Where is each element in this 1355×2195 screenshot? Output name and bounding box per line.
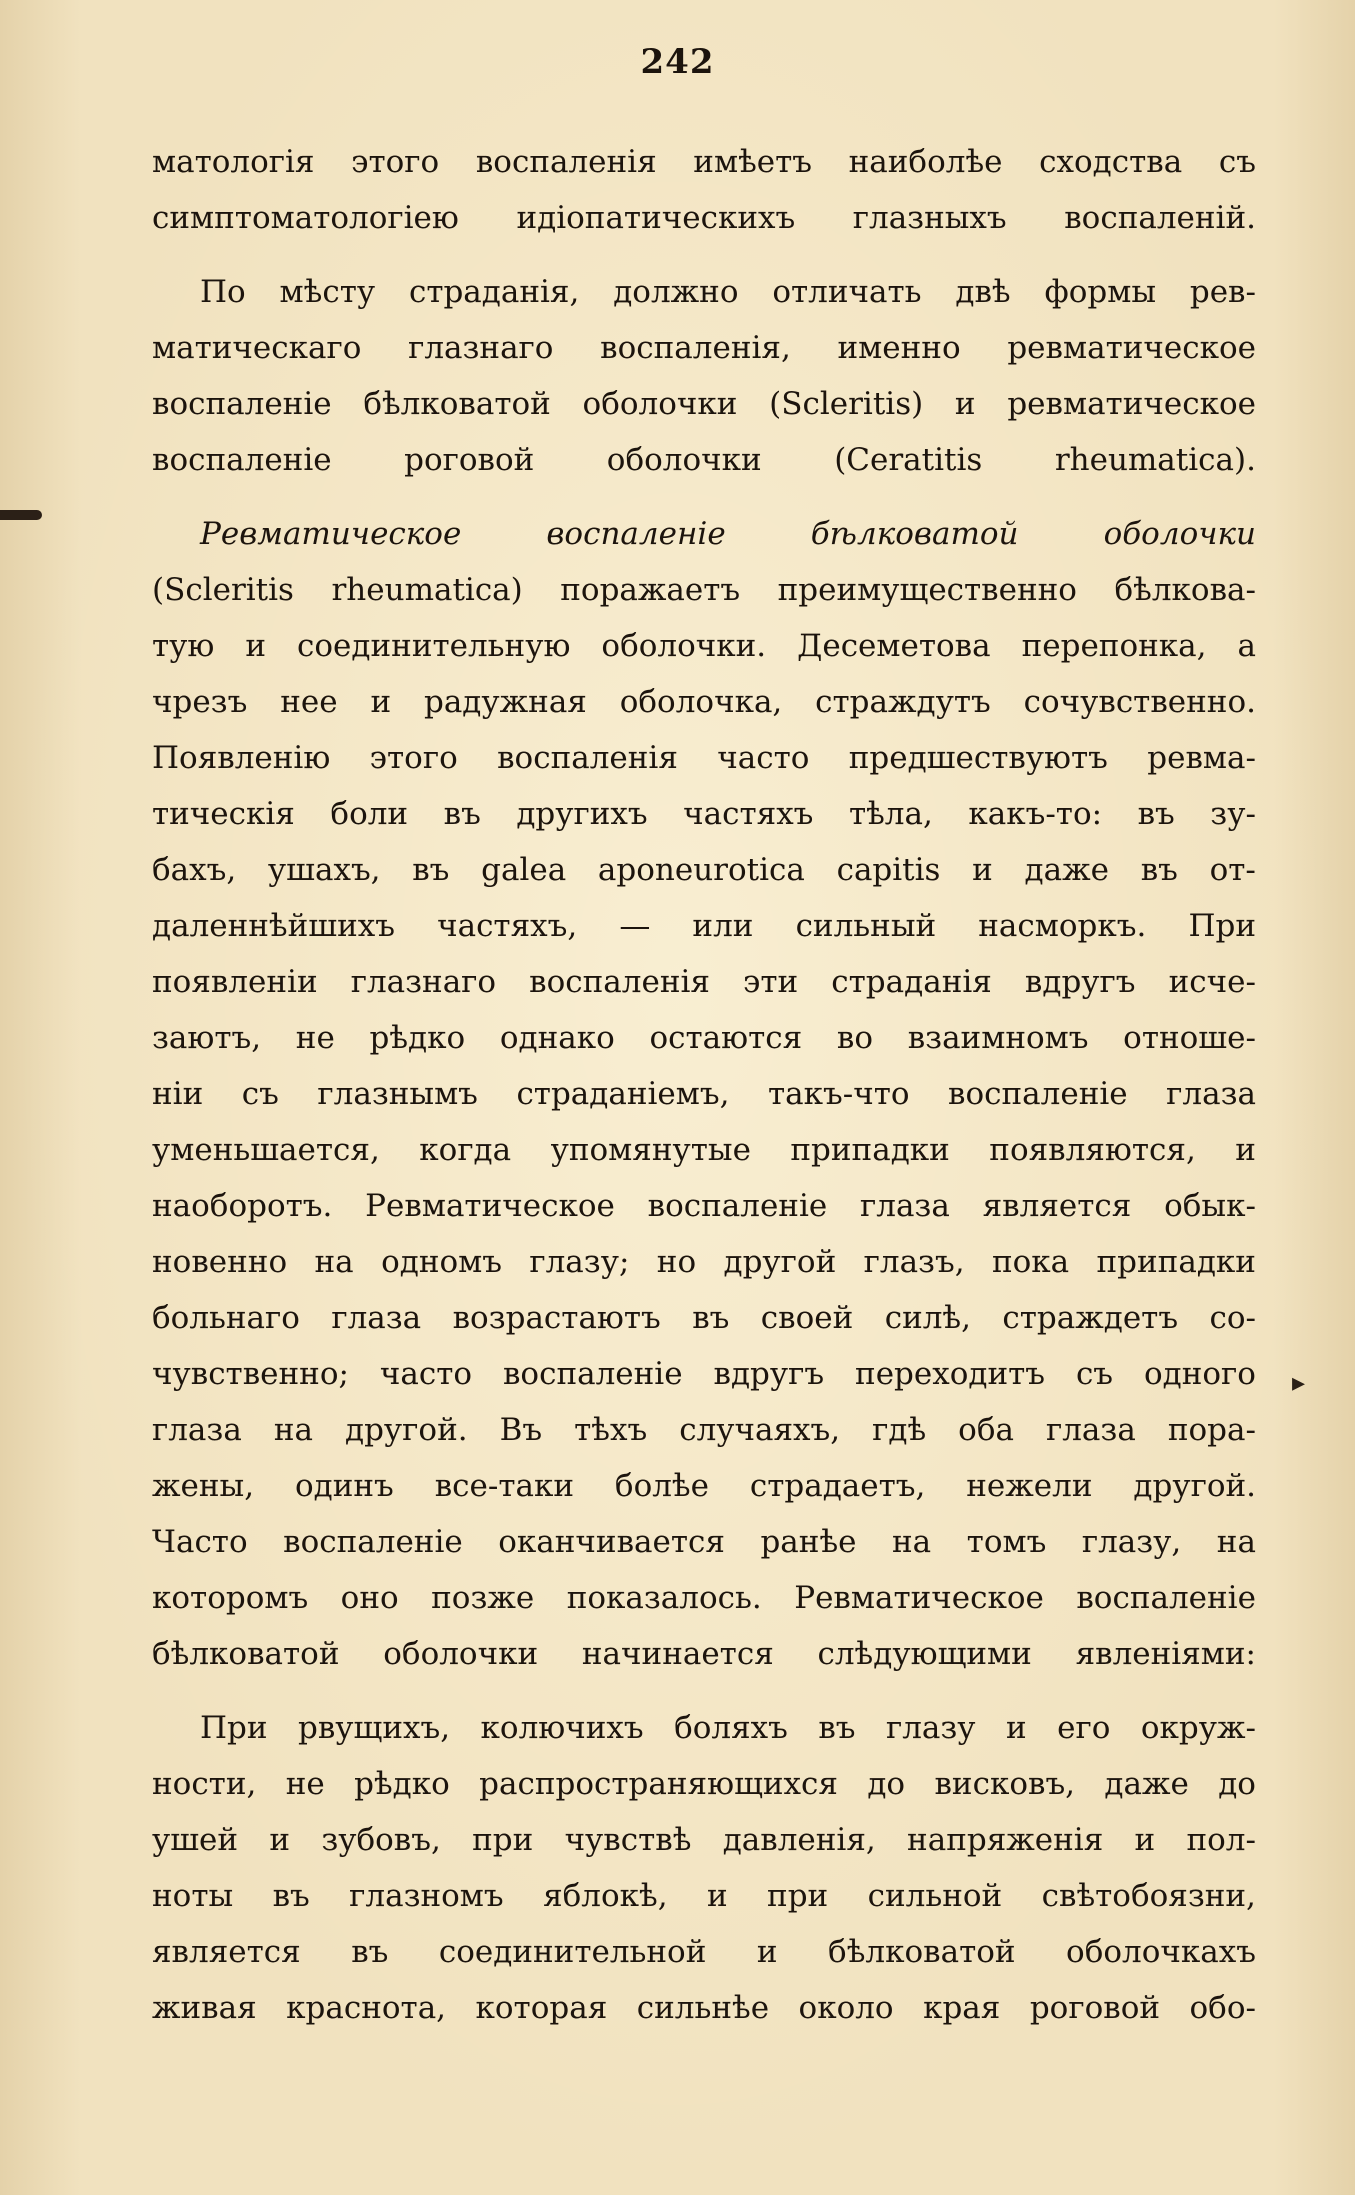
- word: бѣлковатой: [828, 1934, 1016, 1970]
- word: на: [273, 1412, 313, 1448]
- page-number: 242: [640, 42, 715, 82]
- word: и: [1134, 1822, 1156, 1858]
- word: висковъ,: [934, 1766, 1076, 1802]
- word: преимущественно: [777, 572, 1077, 608]
- word: страждутъ: [815, 684, 991, 720]
- word: не: [295, 1020, 335, 1056]
- word: другихъ: [516, 796, 648, 832]
- word: съ: [241, 1076, 279, 1112]
- word: galea: [481, 852, 567, 888]
- word: которомъ: [152, 1580, 309, 1616]
- word: слѣдующими: [817, 1636, 1032, 1672]
- word: обо-: [1189, 1990, 1256, 2026]
- text-line: [152, 264, 1256, 320]
- word: яблокѣ,: [543, 1878, 668, 1914]
- word: оболочки: [582, 386, 738, 422]
- word: этого: [369, 740, 458, 776]
- word: глазъ,: [863, 1244, 965, 1280]
- word: явленіями:: [1075, 1636, 1256, 1672]
- word: однако: [499, 1020, 615, 1056]
- word: оно: [340, 1580, 399, 1616]
- word: идіопатическихъ: [516, 200, 796, 236]
- word: отличать: [772, 274, 922, 310]
- word: Ревматическое: [200, 516, 462, 552]
- word: отноше-: [1123, 1020, 1256, 1056]
- word: Въ: [499, 1412, 543, 1448]
- word: появляются,: [989, 1132, 1196, 1168]
- word: воспаленіе: [283, 1524, 463, 1560]
- text-line: [152, 842, 1256, 898]
- word: нежели: [966, 1468, 1093, 1504]
- word: глаза: [1166, 1076, 1256, 1112]
- word: рѣдко: [369, 1020, 466, 1056]
- word: съ: [1075, 1356, 1114, 1392]
- word: воспаленіе: [948, 1076, 1128, 1112]
- word: сильный: [795, 908, 937, 944]
- word: не: [285, 1766, 325, 1802]
- word: при: [767, 1878, 829, 1914]
- margin-mark-right: ▸: [1292, 1368, 1306, 1398]
- paragraph-gap: [152, 246, 1256, 264]
- word: (Ceratitis: [834, 442, 983, 478]
- word: матологія: [152, 144, 315, 180]
- word: бѣлковатой: [810, 516, 1019, 552]
- text-line: [152, 432, 1256, 488]
- word: воспаленіе: [1076, 1580, 1256, 1616]
- word: радужная: [423, 684, 587, 720]
- word: его: [1057, 1710, 1111, 1746]
- word: начинается: [581, 1636, 774, 1672]
- text-line: [152, 1458, 1256, 1514]
- word: оба: [958, 1412, 1014, 1448]
- word: и: [370, 684, 392, 720]
- word: глазу;: [529, 1244, 630, 1280]
- word: мѣсту: [279, 274, 376, 310]
- word: имѣетъ: [693, 144, 812, 180]
- word: возрастаютъ: [452, 1300, 661, 1336]
- word: часто: [379, 1356, 473, 1392]
- word: ноты: [152, 1878, 234, 1914]
- word: rheumatica): [331, 572, 523, 608]
- text-line: [152, 1514, 1256, 1570]
- word: (Scleritis): [769, 386, 924, 422]
- word: воспаленіе: [152, 386, 332, 422]
- word: въ: [692, 1300, 730, 1336]
- word: воспаленіе: [546, 516, 726, 552]
- word: Ревматическое: [794, 1580, 1044, 1616]
- word: и: [1235, 1132, 1256, 1168]
- text-line: [152, 562, 1256, 618]
- text-line: [152, 1066, 1256, 1122]
- text-line: [152, 1570, 1256, 1626]
- word: одинъ: [294, 1468, 394, 1504]
- word: живая: [152, 1990, 257, 2026]
- word: на: [314, 1244, 354, 1280]
- word: глазномъ: [349, 1878, 504, 1914]
- text-line: [152, 618, 1256, 674]
- word: ревматическое: [1007, 386, 1256, 422]
- text-line: [152, 730, 1256, 786]
- word: даже: [1024, 852, 1109, 888]
- word: бѣлковатой: [363, 386, 551, 422]
- word: показалось.: [566, 1580, 762, 1616]
- word: взаимномъ: [907, 1020, 1089, 1056]
- paragraph-gap: [152, 488, 1256, 506]
- word: другой.: [345, 1412, 468, 1448]
- text-line: [152, 1812, 1256, 1868]
- word: пока: [991, 1244, 1070, 1280]
- word: ревма-: [1147, 740, 1256, 776]
- text-line: [152, 506, 1256, 562]
- word: случаяхъ,: [679, 1412, 841, 1448]
- word: наоборотъ.: [152, 1188, 333, 1224]
- word: —: [619, 908, 651, 944]
- text-line: [152, 320, 1256, 376]
- word: сильнѣе: [636, 1990, 770, 2026]
- word: даже: [1104, 1766, 1189, 1802]
- word: вдругъ: [1024, 964, 1136, 1000]
- text-line: [152, 1868, 1256, 1924]
- text-line: [152, 1402, 1256, 1458]
- word: болѣе: [614, 1468, 709, 1504]
- word: capitis: [836, 852, 941, 888]
- word: распространяющихся: [479, 1766, 838, 1802]
- word: эти: [743, 964, 799, 1000]
- word: воспаленій.: [1064, 200, 1256, 236]
- word: чрезъ: [152, 684, 248, 720]
- word: тѣла,: [848, 796, 933, 832]
- text-line: [152, 1290, 1256, 1346]
- word: до: [1218, 1766, 1256, 1802]
- word: но: [656, 1244, 697, 1280]
- word: окруж-: [1140, 1710, 1256, 1746]
- word: позже: [431, 1580, 535, 1616]
- word: aponeurotica: [597, 852, 805, 888]
- text-line: [152, 1980, 1256, 2036]
- text-line: [152, 190, 1256, 246]
- word: припадки: [790, 1132, 950, 1168]
- word: въ: [818, 1710, 856, 1746]
- word: края: [923, 1990, 1001, 2026]
- word: со-: [1209, 1300, 1256, 1336]
- text-line: [152, 376, 1256, 432]
- word: страданія: [831, 964, 992, 1000]
- word: тѣхъ: [574, 1412, 648, 1448]
- word: глазныхъ: [852, 200, 1007, 236]
- word: воспаленія: [475, 144, 657, 180]
- text-line: [152, 898, 1256, 954]
- margin-mark-left: [0, 510, 42, 520]
- word: поражаетъ: [560, 572, 741, 608]
- word: и: [954, 386, 976, 422]
- word: сходства: [1039, 144, 1183, 180]
- word: По: [200, 274, 246, 310]
- word: во: [836, 1020, 874, 1056]
- word: съ: [1218, 144, 1256, 180]
- word: какъ-то:: [968, 796, 1103, 832]
- word: и: [269, 1822, 291, 1858]
- word: наиболѣе: [848, 144, 1003, 180]
- word: формы: [1044, 274, 1157, 310]
- text-line: [152, 1700, 1256, 1756]
- word: глазнаго: [350, 964, 497, 1000]
- word: зубовъ,: [321, 1822, 441, 1858]
- word: все-таки: [434, 1468, 574, 1504]
- word: такъ-что: [768, 1076, 910, 1112]
- word: и: [756, 1934, 778, 1970]
- word: пол-: [1186, 1822, 1256, 1858]
- word: часто: [717, 740, 810, 776]
- word: оболочки: [606, 442, 762, 478]
- word: появленіи: [152, 964, 318, 1000]
- word: въ: [1137, 796, 1175, 832]
- word: тую: [152, 628, 215, 664]
- text-line: [152, 1346, 1256, 1402]
- text-line: [152, 786, 1256, 842]
- text-line: [152, 1234, 1256, 1290]
- word: ушей: [152, 1822, 239, 1858]
- word: ности,: [152, 1766, 257, 1802]
- word: этого: [351, 144, 440, 180]
- word: на: [1216, 1524, 1256, 1560]
- word: силѣ,: [884, 1300, 971, 1336]
- text-line: [152, 674, 1256, 730]
- word: напряженія: [907, 1822, 1104, 1858]
- word: насморкъ.: [978, 908, 1147, 944]
- text-line: [152, 1924, 1256, 1980]
- word: перепонка,: [1021, 628, 1207, 664]
- word: заютъ,: [152, 1020, 262, 1056]
- word: до: [867, 1766, 906, 1802]
- word: является: [982, 1188, 1132, 1224]
- word: ревматическое: [1007, 330, 1256, 366]
- word: въ: [412, 852, 450, 888]
- text-line: [152, 1626, 1256, 1682]
- word: рев-: [1189, 274, 1256, 310]
- word: частяхъ: [683, 796, 814, 832]
- word: томъ: [966, 1524, 1047, 1560]
- text-line: [152, 1178, 1256, 1234]
- word: упомянутые: [550, 1132, 751, 1168]
- word: rheumatica).: [1054, 442, 1256, 478]
- word: и: [972, 852, 993, 888]
- word: исче-: [1168, 964, 1256, 1000]
- text-line: [152, 1122, 1256, 1178]
- word: ушахъ,: [267, 852, 381, 888]
- word: рѣдко: [354, 1766, 450, 1802]
- word: воспаленія,: [600, 330, 791, 366]
- paragraph-gap: [152, 1682, 1256, 1700]
- word: около: [798, 1990, 894, 2026]
- word: При: [200, 1710, 268, 1746]
- word: глаза: [860, 1188, 950, 1224]
- word: ніи: [152, 1076, 204, 1112]
- word: а: [1237, 628, 1256, 664]
- word: воспаленіе: [152, 442, 332, 478]
- word: въ: [443, 796, 481, 832]
- word: страдаетъ,: [749, 1468, 926, 1504]
- word: тическія: [152, 796, 295, 832]
- text-line: [152, 954, 1256, 1010]
- word: именно: [837, 330, 961, 366]
- word: припадки: [1096, 1244, 1256, 1280]
- word: Часто: [152, 1524, 248, 1560]
- word: бѣлкова-: [1114, 572, 1256, 608]
- word: предшествуютъ: [848, 740, 1108, 776]
- word: матическаго: [152, 330, 362, 366]
- word: двѣ: [955, 274, 1011, 310]
- word: глазнымъ: [317, 1076, 478, 1112]
- word: должно: [613, 274, 739, 310]
- word: глаза: [331, 1300, 422, 1336]
- word: Появленію: [152, 740, 331, 776]
- word: гдѣ: [872, 1412, 927, 1448]
- word: обык-: [1164, 1188, 1256, 1224]
- word: давленія,: [722, 1822, 876, 1858]
- word: сильной: [867, 1878, 1003, 1914]
- word: колючихъ: [480, 1710, 644, 1746]
- word: свѣтобоязни,: [1041, 1878, 1256, 1914]
- word: чувственно;: [152, 1356, 349, 1392]
- word: краснота,: [286, 1990, 447, 2026]
- word: остаются: [649, 1020, 803, 1056]
- word: больнаго: [152, 1300, 300, 1336]
- word: воспаленіе: [647, 1188, 828, 1224]
- word: Ревматическое: [365, 1188, 615, 1224]
- word: глаза: [1046, 1412, 1136, 1448]
- word: частяхъ,: [437, 908, 578, 944]
- word: оканчивается: [498, 1524, 725, 1560]
- word: страданіемъ,: [516, 1076, 730, 1112]
- word: сочувственно.: [1023, 684, 1256, 720]
- word: Десеметова: [797, 628, 991, 664]
- word: оболочки: [1103, 516, 1256, 552]
- word: бахъ,: [152, 852, 237, 888]
- word: другой.: [1133, 1468, 1256, 1504]
- text-line: [152, 1010, 1256, 1066]
- word: оболочкахъ: [1066, 1934, 1256, 1970]
- word: одного: [1143, 1356, 1256, 1392]
- word: бѣлковатой: [152, 1636, 340, 1672]
- word: оболочки.: [601, 628, 767, 664]
- word: симптоматологіею: [152, 200, 459, 236]
- word: оболочка,: [619, 684, 783, 720]
- word: глазу,: [1081, 1524, 1182, 1560]
- word: въ: [272, 1878, 310, 1914]
- word: страждетъ: [1002, 1300, 1179, 1336]
- word: или: [692, 908, 754, 944]
- word: своей: [760, 1300, 854, 1336]
- word: которая: [475, 1990, 608, 2026]
- word: другой: [723, 1244, 837, 1280]
- word: от-: [1209, 852, 1256, 888]
- word: является: [152, 1934, 301, 1970]
- word: одномъ: [381, 1244, 502, 1280]
- word: при: [472, 1822, 534, 1858]
- word: воспаленія: [529, 964, 710, 1000]
- word: вдругъ: [713, 1356, 825, 1392]
- word: зу-: [1210, 796, 1256, 832]
- word: воспаленія: [497, 740, 678, 776]
- word: жены,: [152, 1468, 255, 1504]
- word: и: [1006, 1710, 1027, 1746]
- word: соединительной: [438, 1934, 707, 1970]
- word: пора-: [1167, 1412, 1256, 1448]
- word: (Scleritis: [152, 572, 294, 608]
- word: рвущихъ,: [298, 1710, 451, 1746]
- word: на: [892, 1524, 932, 1560]
- word: При: [1188, 908, 1256, 944]
- word: чувствѣ: [564, 1822, 692, 1858]
- word: даленнѣйшихъ: [152, 908, 395, 944]
- word: ранѣе: [760, 1524, 857, 1560]
- word: новенно: [152, 1244, 288, 1280]
- word: глазнаго: [408, 330, 554, 366]
- text-line: [152, 134, 1256, 190]
- word: въ: [351, 1934, 389, 1970]
- word: соединительную: [297, 628, 571, 664]
- word: уменьшается,: [152, 1132, 380, 1168]
- word: воспаленіе: [502, 1356, 683, 1392]
- word: страданія,: [408, 274, 580, 310]
- word: оболочки: [383, 1636, 539, 1672]
- word: и: [245, 628, 267, 664]
- word: и: [706, 1878, 728, 1914]
- word: когда: [419, 1132, 512, 1168]
- word: боли: [330, 796, 409, 832]
- text-line: [152, 1756, 1256, 1812]
- word: въ: [1140, 852, 1178, 888]
- body-text: [152, 134, 1256, 2036]
- word: глазу: [885, 1710, 976, 1746]
- word: нее: [280, 684, 338, 720]
- word: переходитъ: [855, 1356, 1045, 1392]
- word: роговой: [1029, 1990, 1161, 2026]
- word: роговой: [404, 442, 535, 478]
- word: глаза: [152, 1412, 242, 1448]
- word: боляхъ: [674, 1710, 788, 1746]
